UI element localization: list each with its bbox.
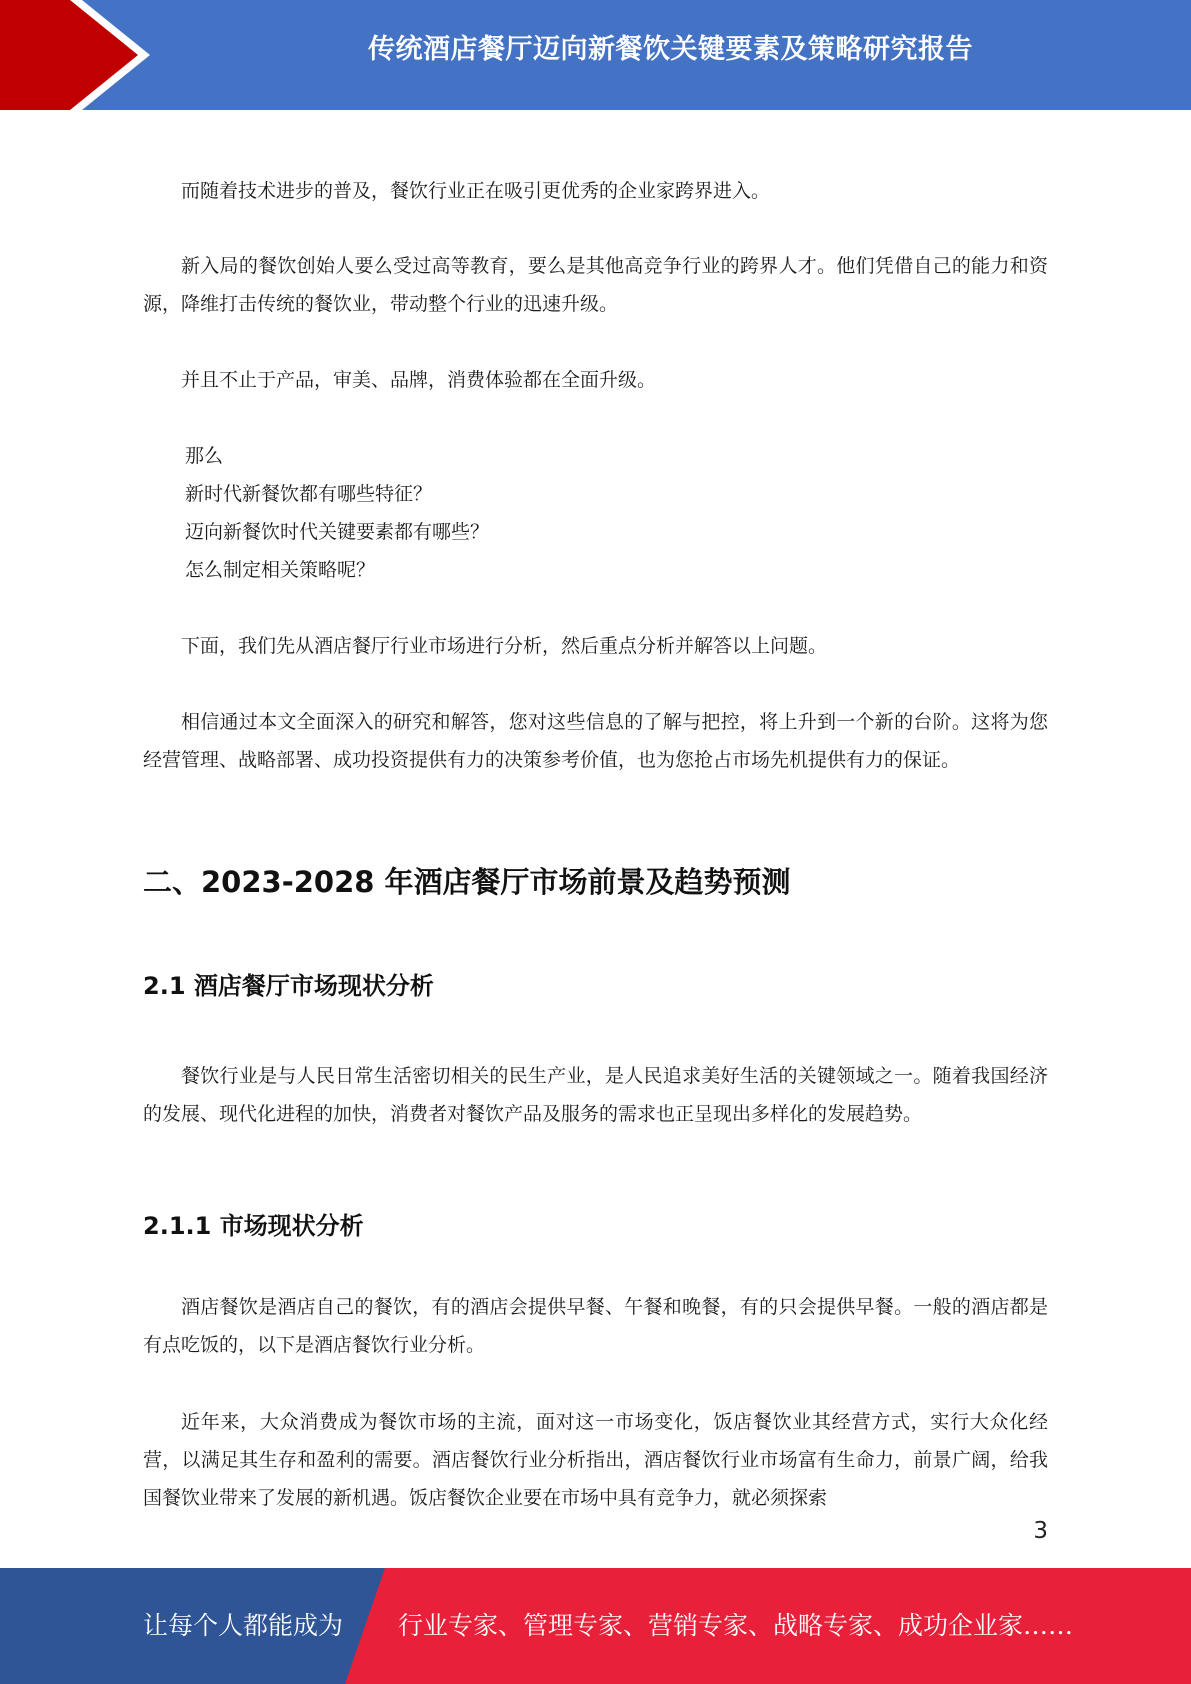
- subsection-heading: 2.1 酒店餐厅市场现状分析: [143, 972, 434, 1000]
- question-line: 新时代新餐饮都有哪些特征？: [185, 483, 433, 505]
- header-chevron-icon: [0, 0, 160, 110]
- question-line: 怎么制定相关策略呢？: [185, 559, 376, 581]
- paragraph: 近年来，大众消费成为餐饮市场的主流，面对这一市场变化，饭店餐饮业其经营方式，实行大众化经营，以满足其生存和盈利的需要。酒店餐饮行业分析指出，酒店餐饮行业市场富有生命力，前景广阔，给我国餐饮业带来了发展的新机遇。饭店餐饮企业要在市场中具有竞争力，就必须探索: [143, 1411, 1048, 1509]
- paragraph: 酒店餐饮是酒店自己的餐饮，有的酒店会提供早餐、午餐和晚餐，有的只会提供早餐。一般的酒店都是有点吃饭的，以下是酒店餐饮行业分析。: [143, 1296, 1048, 1356]
- page-number: 3: [1033, 1518, 1048, 1544]
- report-title: 传统酒店餐厅迈向新餐饮关键要素及策略研究报告: [368, 34, 973, 65]
- footer-slogan-left: 让每个人都能成为: [143, 1611, 344, 1640]
- question-line: 那么: [185, 445, 224, 467]
- paragraph: 餐饮行业是与人民日常生活密切相关的民生产业，是人民追求美好生活的关键领域之一。随着我国经济的发展、现代化进程的加快，消费者对餐饮产品及服务的需求也正呈现出多样化的发展趋势。: [143, 1065, 1048, 1125]
- question-line: 迈向新餐饮时代关键要素都有哪些？: [185, 521, 490, 543]
- footer-band: [0, 1568, 1191, 1684]
- paragraph: 下面，我们先从酒店餐厅行业市场进行分析，然后重点分析并解答以上问题。: [181, 635, 828, 657]
- footer-slogan-right: 行业专家、管理专家、营销专家、战略专家、成功企业家……: [398, 1611, 1074, 1640]
- paragraph: 新入局的餐饮创始人要么受过高等教育，要么是其他高竞争行业的跨界人才。他们凭借自己的能力和资源，降维打击传统的餐饮业，带动整个行业的迅速升级。: [143, 255, 1048, 315]
- paragraph: 并且不止于产品，审美、品牌，消费体验都在全面升级。: [181, 369, 657, 391]
- section-heading: 二、2023-2028 年酒店餐厅市场前景及趋势预测: [143, 865, 791, 899]
- subsubsection-heading: 2.1.1 市场现状分析: [143, 1212, 364, 1240]
- paragraph: 而随着技术进步的普及，餐饮行业正在吸引更优秀的企业家跨界进入。: [181, 180, 771, 202]
- header-band: [0, 0, 1191, 110]
- paragraph: 相信通过本文全面深入的研究和解答，您对这些信息的了解与把控，将上升到一个新的台阶。这将为您经营管理、战略部署、成功投资提供有力的决策参考价值，也为您抢占市场先机提供有力的保证。: [143, 711, 1048, 771]
